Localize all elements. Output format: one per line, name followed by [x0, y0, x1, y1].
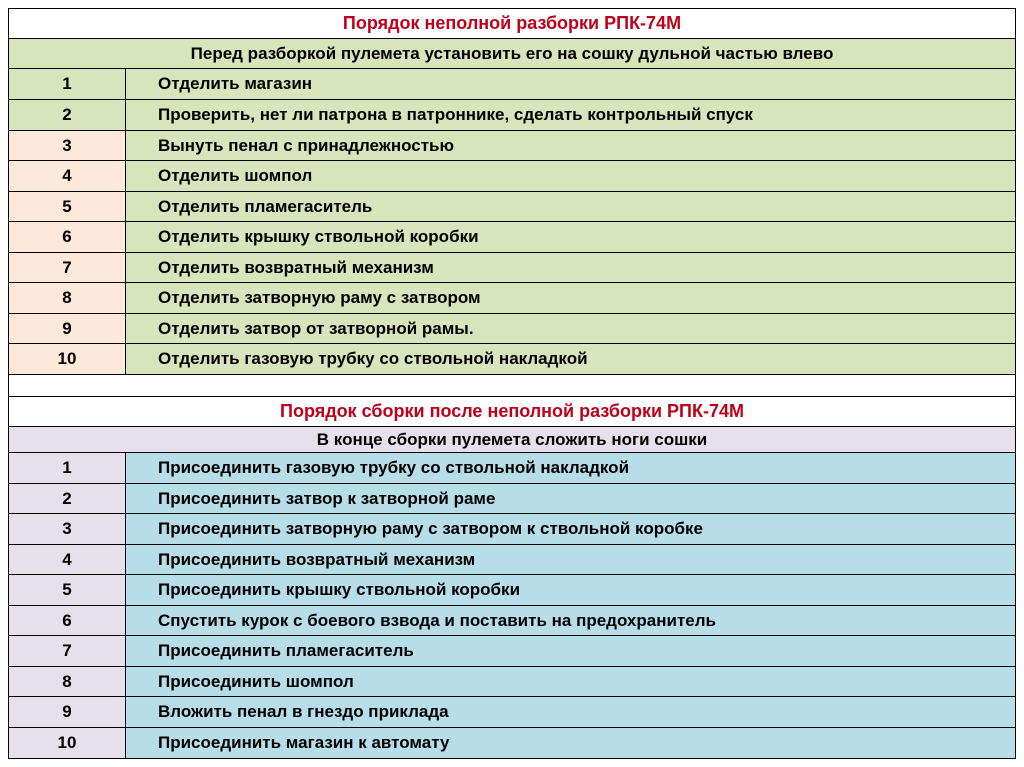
- step-text: Отделить шомпол: [126, 161, 1015, 191]
- table-row: [9, 131, 1015, 161]
- step-text: Отделить пламегаситель: [126, 192, 1015, 221]
- step-text: Отделить магазин: [126, 69, 1015, 99]
- table-row: [9, 545, 1015, 575]
- table-row: [9, 253, 1015, 283]
- assembly-note: [9, 427, 1015, 453]
- table-row: [9, 667, 1015, 697]
- step-text: Присоединить пламегаситель: [126, 636, 1015, 666]
- step-text: Присоединить крышку ствольной коробки: [126, 575, 1015, 605]
- disassembly-note: [9, 39, 1015, 69]
- step-number: 4: [9, 545, 126, 574]
- step-number: 7: [9, 636, 126, 666]
- table-row: [9, 453, 1015, 484]
- table-row: [9, 514, 1015, 545]
- step-number: 5: [9, 575, 126, 605]
- step-text: Отделить крышку ствольной коробки: [126, 222, 1015, 252]
- disassembly-note-text: Перед разборкой пулемета установить его на сошку дульной частью влево: [190, 43, 834, 63]
- table-row: [9, 161, 1015, 192]
- table-row: [9, 636, 1015, 667]
- assembly-note-text: В конце сборки пулемета сложить ноги сошки: [316, 429, 708, 449]
- step-text: Проверить, нет ли патрона в патроннике, сделать контрольный спуск: [126, 100, 1015, 130]
- step-number: 9: [9, 697, 126, 727]
- step-number: 3: [9, 131, 126, 160]
- table-row: [9, 575, 1015, 606]
- table-row: [9, 192, 1015, 222]
- step-text: Присоединить затворную раму с затвором к ствольной коробке: [126, 514, 1015, 544]
- step-number: 3: [9, 514, 126, 544]
- table-row: [9, 222, 1015, 253]
- step-number: 7: [9, 253, 126, 282]
- step-number: 4: [9, 161, 126, 191]
- table-row: [9, 283, 1015, 314]
- step-number: 5: [9, 192, 126, 221]
- step-text: Вынуть пенал с принадлежностью: [126, 131, 1015, 160]
- step-number: 10: [9, 728, 126, 758]
- table-row: [9, 728, 1015, 758]
- step-text: Отделить затвор от затворной рамы.: [126, 314, 1015, 343]
- step-number: 10: [9, 344, 126, 374]
- table-row: [9, 484, 1015, 514]
- step-number: 2: [9, 100, 126, 130]
- step-text: Вложить пенал в гнездо приклада: [126, 697, 1015, 727]
- procedure-table: [8, 8, 1016, 759]
- step-number: 6: [9, 606, 126, 635]
- table-row: [9, 314, 1015, 344]
- step-text: Спустить курок с боевого взвода и поставить на предохранитель: [126, 606, 1015, 635]
- step-text: Присоединить возвратный механизм: [126, 545, 1015, 574]
- step-number: 9: [9, 314, 126, 343]
- step-number: 8: [9, 667, 126, 696]
- table-row: [9, 69, 1015, 100]
- table-row: [9, 697, 1015, 728]
- step-number: 1: [9, 453, 126, 483]
- step-text: Присоединить шомпол: [126, 667, 1015, 696]
- table-row: [9, 100, 1015, 131]
- disassembly-title-text: Порядок неполной разборки РПК-74М: [342, 13, 682, 33]
- step-number: 8: [9, 283, 126, 313]
- section-divider: [9, 375, 1015, 397]
- step-text: Отделить газовую трубку со ствольной накладкой: [126, 344, 1015, 374]
- step-text: Присоединить затвор к затворной раме: [126, 484, 1015, 513]
- step-text: Отделить затворную раму с затвором: [126, 283, 1015, 313]
- step-text: Присоединить газовую трубку со ствольной накладкой: [126, 453, 1015, 483]
- step-number: 1: [9, 69, 126, 99]
- assembly-title-text: Порядок сборки после неполной разборки РПК-74М: [280, 401, 744, 421]
- step-number: 2: [9, 484, 126, 513]
- assembly-title: [9, 397, 1015, 427]
- disassembly-title: [9, 9, 1015, 39]
- table-row: [9, 344, 1015, 375]
- step-text: Отделить возвратный механизм: [126, 253, 1015, 282]
- step-number: 6: [9, 222, 126, 252]
- table-row: [9, 606, 1015, 636]
- step-text: Присоединить магазин к автомату: [126, 728, 1015, 758]
